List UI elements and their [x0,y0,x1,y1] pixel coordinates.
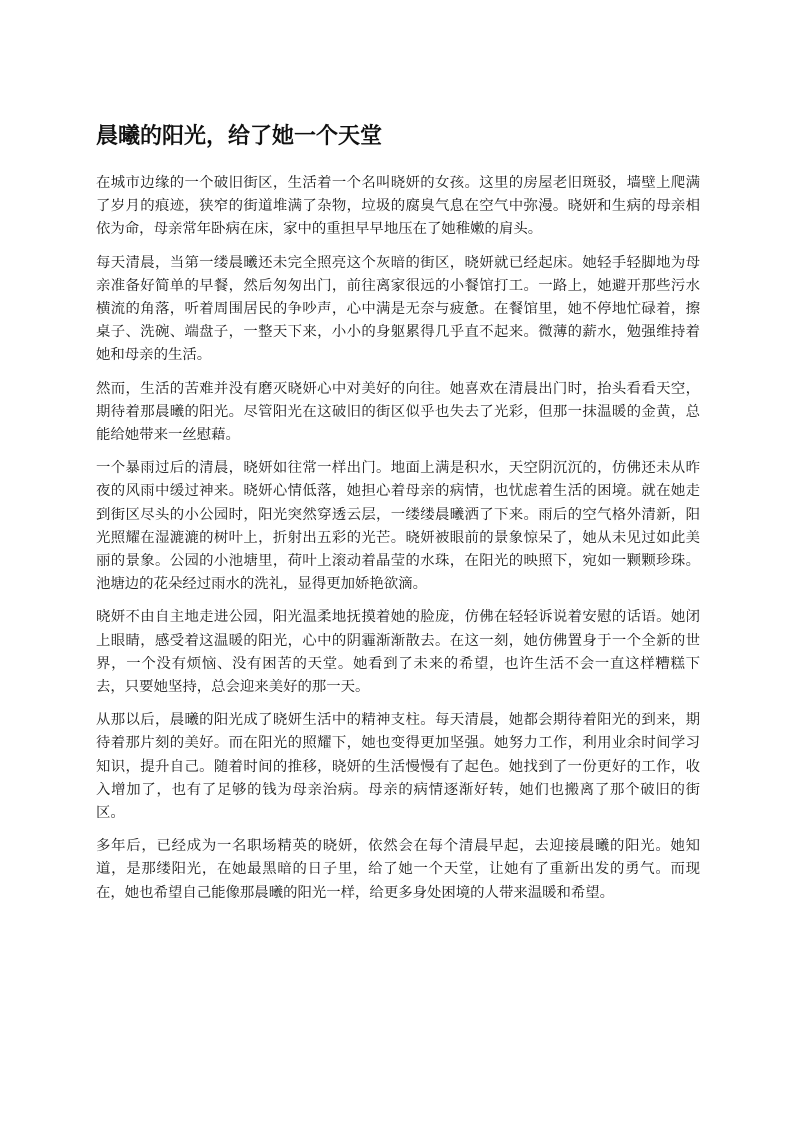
paragraph-1: 在城市边缘的一个破旧街区，生活着一个名叫晓妍的女孩。这里的房屋老旧斑驳，墙壁上爬满了岁月的痕迹，狭窄的街道堆满了杂物，垃圾的腐臭气息在空气中弥漫。晓妍和生病的母亲相依为命，母亲常年卧病在床，家中的重担早早地压在了她稚嫩的肩头。 [96,175,700,238]
paragraph-7: 多年后，已经成为一名职场精英的晓妍，依然会在每个清晨早起，去迎接晨曦的阳光。她知道，是那缕阳光，在她最黑暗的日子里，给了她一个天堂，让她有了重新出发的勇气。而现在，她也希望自己能像那晨曦的阳光一样，给更多身处困境的人带来温暖和希望。 [96,838,700,901]
paragraph-4: 一个暴雨过后的清晨，晓妍如往常一样出门。地面上满是积水，天空阴沉沉的，仿佛还未从昨夜的风雨中缓过神来。晓妍心情低落，她担心着母亲的病情，也忧虑着生活的困境。就在她走到街区尽头的小公园时，阳光突然穿透云层，一缕缕晨曦洒了下来。雨后的空气格外清新，阳光照耀在湿漉漉的树叶上，折射出五彩的光芒。晓妍被眼前的景象惊呆了，她从未见过如此美丽的景象。公园的小池塘里，荷叶上滚动着晶莹的水珠，在阳光的映照下，宛如一颗颗珍珠。池塘边的花朵经过雨水的洗礼，显得更加娇艳欲滴。 [96,460,700,593]
document-page [96,120,700,915]
paragraph-2: 每天清晨，当第一缕晨曦还未完全照亮这个灰暗的街区，晓妍就已经起床。她轻手轻脚地为母亲准备好简单的早餐，然后匆匆出门，前往离家很远的小餐馆打工。一路上，她避开那些污水横流的角落，听着周围居民的争吵声，心中满是无奈与疲惫。在餐馆里，她不停地忙碌着，擦桌子、洗碗、端盘子，一整天下来，小小的身躯累得几乎直不起来。微薄的薪水，勉强维持着她和母亲的生活。 [96,254,700,364]
paragraph-6: 从那以后，晨曦的阳光成了晓妍生活中的精神支柱。每天清晨，她都会期待着阳光的到来，期待着那片刻的美好。而在阳光的照耀下，她也变得更加坚强。她努力工作，利用业余时间学习知识，提升自己。随着时间的推移，晓妍的生活慢慢有了起色。她找到了一份更好的工作，收入增加了，也有了足够的钱为母亲治病。母亲的病情逐渐好转，她们也搬离了那个破旧的街区。 [96,712,700,822]
paragraph-3: 然而，生活的苦难并没有磨灭晓妍心中对美好的向往。她喜欢在清晨出门时，抬头看看天空，期待着那晨曦的阳光。尽管阳光在这破旧的街区似乎也失去了光彩，但那一抹温暖的金黄，总能给她带来一丝慰藉。 [96,380,700,444]
paragraph-5: 晓妍不由自主地走进公园，阳光温柔地抚摸着她的脸庞，仿佛在轻轻诉说着安慰的话语。她闭上眼睛，感受着这温暖的阳光，心中的阴霾渐渐散去。在这一刻，她仿佛置身于一个全新的世界，一个没有烦恼、没有困苦的天堂。她看到了未来的希望，也许生活不会一直这样糟糕下去，只要她坚持，总会迎来美好的那一天。 [96,609,700,696]
document-title: 晨曦的阳光，给了她一个天堂 [96,124,383,149]
